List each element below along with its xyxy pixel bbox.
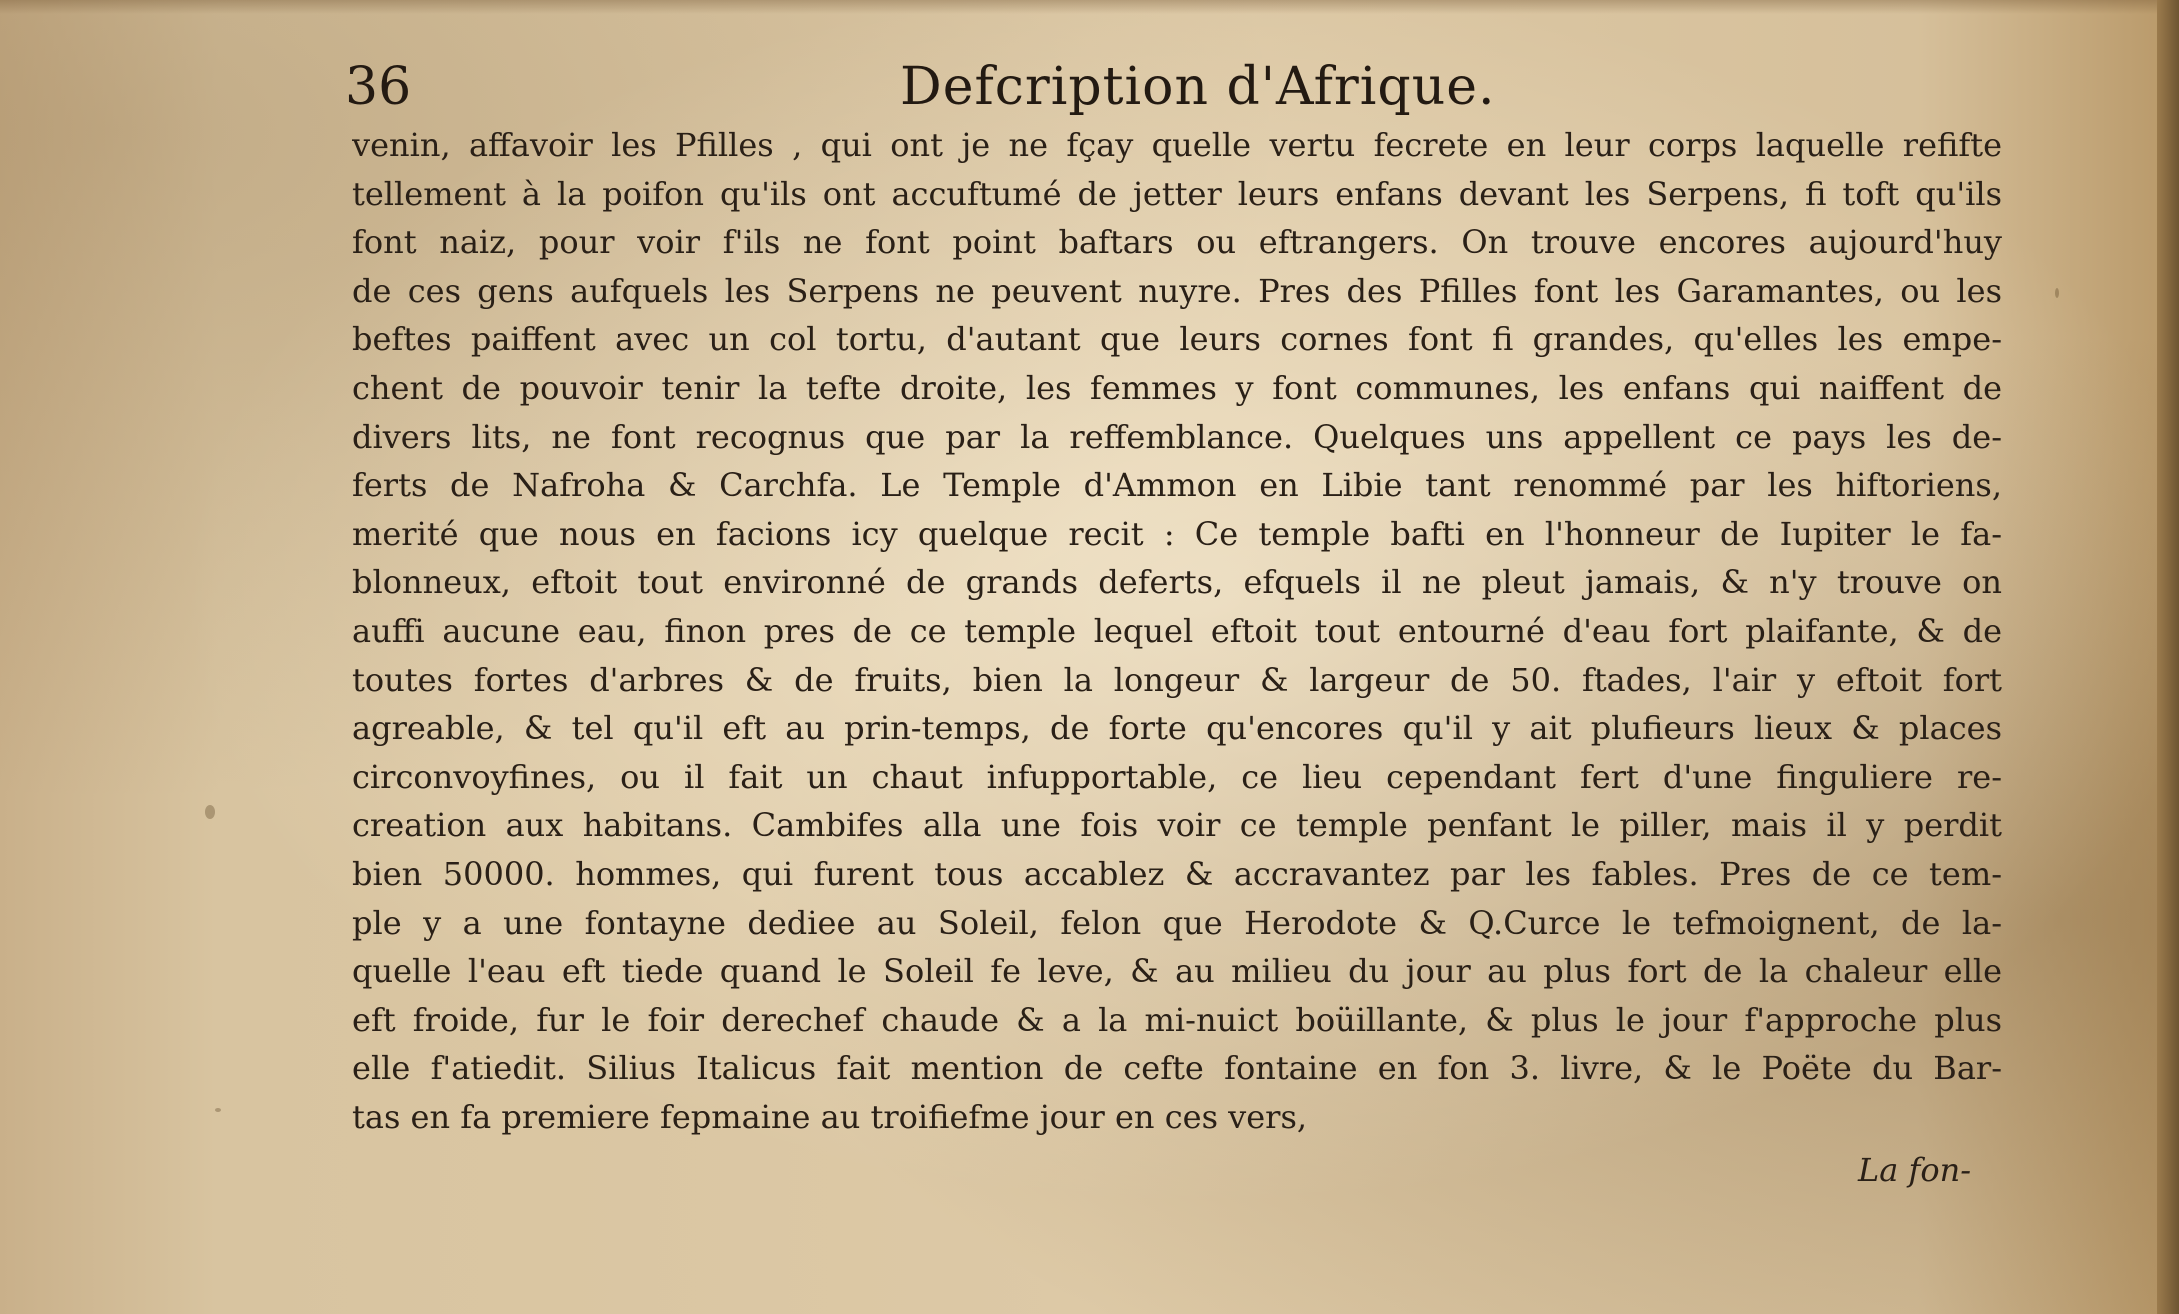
body-text	[352, 121, 2002, 1141]
text-line: ferts de Nafroha & Carchfa. Le Temple d'Ammon en Libie tant renommé par les hiftoriens,	[352, 466, 2002, 505]
text-line: auffi aucune eau, finon pres de ce temple lequel eftoit tout entourné d'eau fort plaifante, & de	[352, 611, 2002, 650]
ink-speck	[205, 805, 215, 819]
text-line: elle f'atiedit. Silius Italicus fait mention de cefte fontaine en fon 3. livre, & le Poëte du Bar-	[352, 1049, 2002, 1088]
text-line: de ces gens aufquels les Serpens ne peuvent nuyre. Pres des Pfilles font les Garamantes, ou les	[352, 271, 2002, 310]
text-line: chent de pouvoir tenir la tefte droite, les femmes y font communes, les enfans qui naiffent de	[352, 368, 2002, 407]
text-line: ple y a une fontayne dediee au Soleil, felon que Herodote & Q.Curce le tefmoignent, de la-	[352, 903, 2002, 942]
text-line: tellement à la poifon qu'ils ont accuftumé de jetter leurs enfans devant les Serpens, fi toft qu'ils	[352, 174, 2002, 213]
text-line: venin, affavoir les Pfilles , qui ont je ne fçay quelle vertu fecrete en leur corps laquelle refifte	[352, 126, 2002, 164]
catchword: La fon-	[1858, 1151, 1972, 1189]
text-line: bien 50000. hommes, qui furent tous accablez & accravantez par les fables. Pres de ce tem-	[352, 854, 2002, 893]
text-line: merité que nous en facions icy quelque recit : Ce temple bafti en l'honneur de Iupiter le fa-	[352, 514, 2002, 553]
running-title: Defcription d'Afrique.	[900, 57, 1496, 117]
ink-speck	[215, 1108, 221, 1112]
page-top-shadow	[0, 0, 2179, 14]
text-line: toutes fortes d'arbres & de fruits, bien la longeur & largeur de 50. ftades, l'air y eftoit fort	[352, 660, 2002, 699]
text-line: quelle l'eau eft tiede quand le Soleil fe leve, & au milieu du jour au plus fort de la chaleur elle	[352, 952, 2002, 991]
text-line: beftes paiffent avec un col tortu, d'autant que leurs cornes font fi grandes, qu'elles les empe-	[352, 320, 2002, 359]
text-line: blonneux, eftoit tout environné de grands deferts, efquels il ne pleut jamais, & n'y trouve on	[352, 563, 2002, 602]
page-number: 36	[345, 57, 412, 117]
ink-speck	[2055, 288, 2059, 298]
text-line: creation aux habitans. Cambifes alla une fois voir ce temple penfant le piller, mais il y perdit	[352, 806, 2002, 845]
text-line: agreable, & tel qu'il eft au prin-temps, de forte qu'encores qu'il y ait plufieurs lieux & places	[352, 709, 2002, 748]
page-right-edge	[2157, 0, 2179, 1314]
page-header	[345, 52, 2005, 122]
text-line: tas en fa premiere fepmaine au troifiefme jour en ces vers,	[352, 1097, 1308, 1136]
text-line: circonvoyfines, ou il fait un chaut infupportable, ce lieu cependant fert d'une finguliere re-	[352, 757, 2002, 796]
text-line: eft froide, fur le foir derechef chaude & a la mi-nuict boüillante, & plus le jour f'approche plus	[352, 1000, 2002, 1039]
text-line: font naiz, pour voir f'ils ne font point baftars ou eftrangers. On trouve encores aujourd'huy	[352, 223, 2002, 262]
text-line: divers lits, ne font recognus que par la reffemblance. Quelques uns appellent ce pays les de-	[352, 417, 2002, 456]
